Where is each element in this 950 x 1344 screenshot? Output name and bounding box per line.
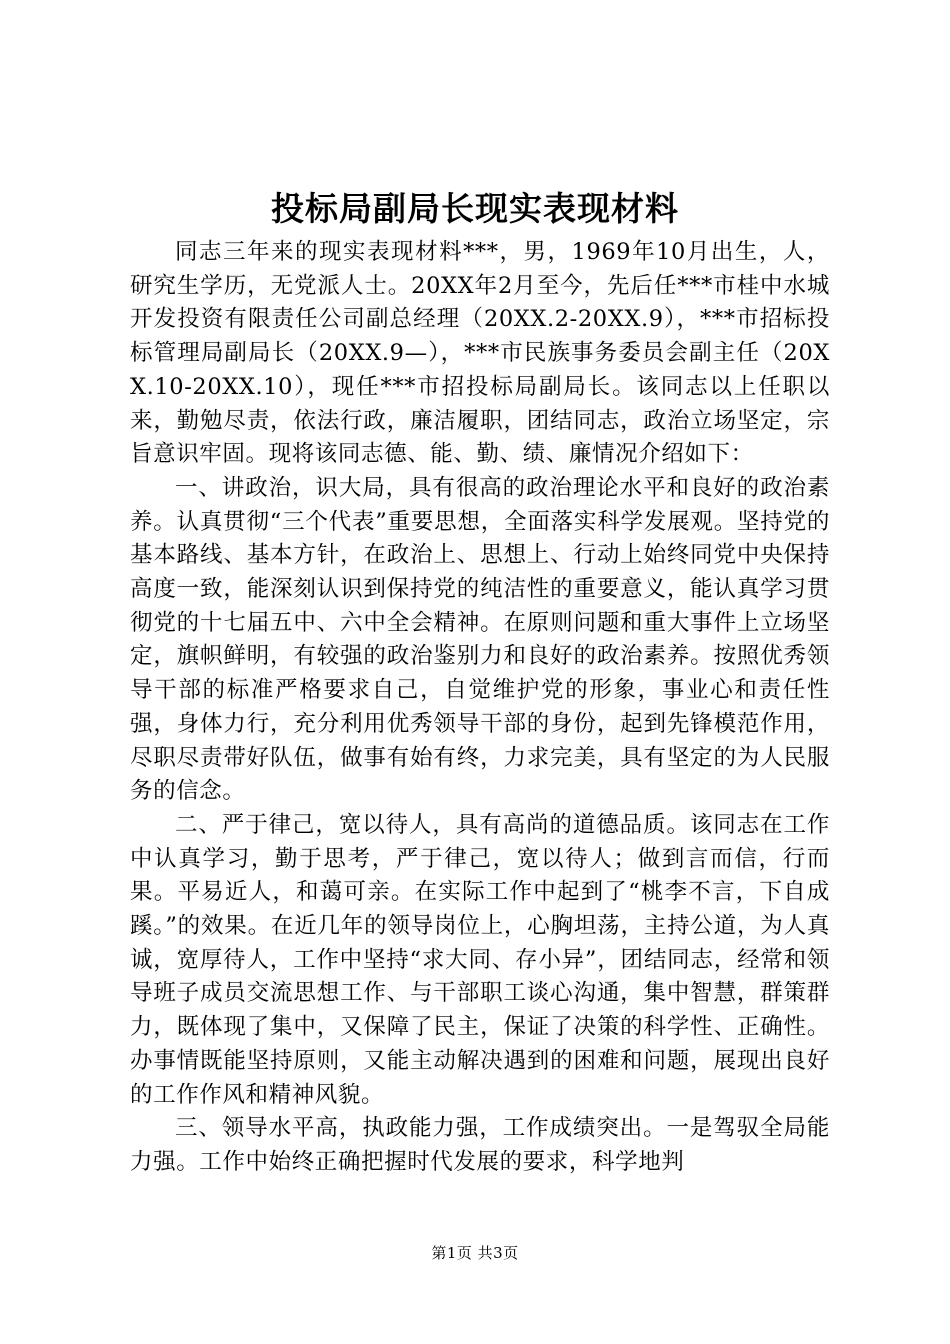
paragraph-politics: 一、讲政治，识大局，具有很高的政治理论水平和良好的政治素养。认真贯彻“三个代表”重要思想，全面落实科学发展观。坚持党的基本路线、基本方针，在政治上、思想上、行动上始终同党中央保持高度一致，能深刻认识到保持党的纯洁性的重要意义，能认真学习贯彻党的十七届五中、六中全会精神。在原则问题和重大事件上立场坚定，旗帜鲜明，有较强的政治鉴别力和良好的政治素养。按照优秀领导干部的标准严格要求自己，自觉维护党的形象，事业心和责任性强，身体力行，充分利用优秀领导干部的身份，起到先锋模范作用，尽职尽责带好队伍，做事有始有终，力求完美，具有坚定的为人民服务的信念。 [130, 474, 830, 805]
paragraph-morality: 二、严于律己，宽以待人，具有高尚的道德品质。该同志在工作中认真学习，勤于思考，严于律己，宽以待人；做到言而信，行而果。平易近人，和蔼可亲。在实际工作中起到了“桃李不言，下自成蹊。”的效果。在近几年的领导岗位上，心胸坦荡，主持公道，为人真诚，宽厚待人，工作中坚持“求大同、存小异”，团结同志，经常和领导班子成员交流思想工作、与干部职工谈心沟通，集中智慧，群策群力，既体现了集中，又保障了民主，保证了决策的科学性、正确性。办事情既能坚持原则，又能主动解决遇到的困难和问题，展现出良好的工作作风和精神风貌。 [130, 811, 830, 1108]
document-body [130, 236, 830, 1180]
page-footer: 第1页 共3页 [431, 1244, 519, 1262]
paragraph-leadership: 三、领导水平高，执政能力强，工作成绩突出。一是驾驭全局能力强。工作中始终正确把握时代发展的要求，科学地判 [130, 1115, 830, 1175]
document-title: 投标局副局长现实表现材料 [271, 189, 679, 228]
paragraph-intro: 同志三年来的现实表现材料***，男，1969年10月出生，人，研究生学历，无党派人士。20XX年2月至今，先后任***市桂中水城开发投资有限责任公司副总经理（20XX.2-20XX.9），***市招标投标管理局副局长（20XX.9—），***市民族事务委员会副主任（20XX.10-20XX.10），现任***市招投标局副局长。该同志以上任职以来，勤勉尽责，依法行政，廉洁履职，团结同志，政治立场坚定，宗旨意识牢固。现将该同志德、能、勤、绩、廉情况介绍如下： [130, 239, 830, 468]
